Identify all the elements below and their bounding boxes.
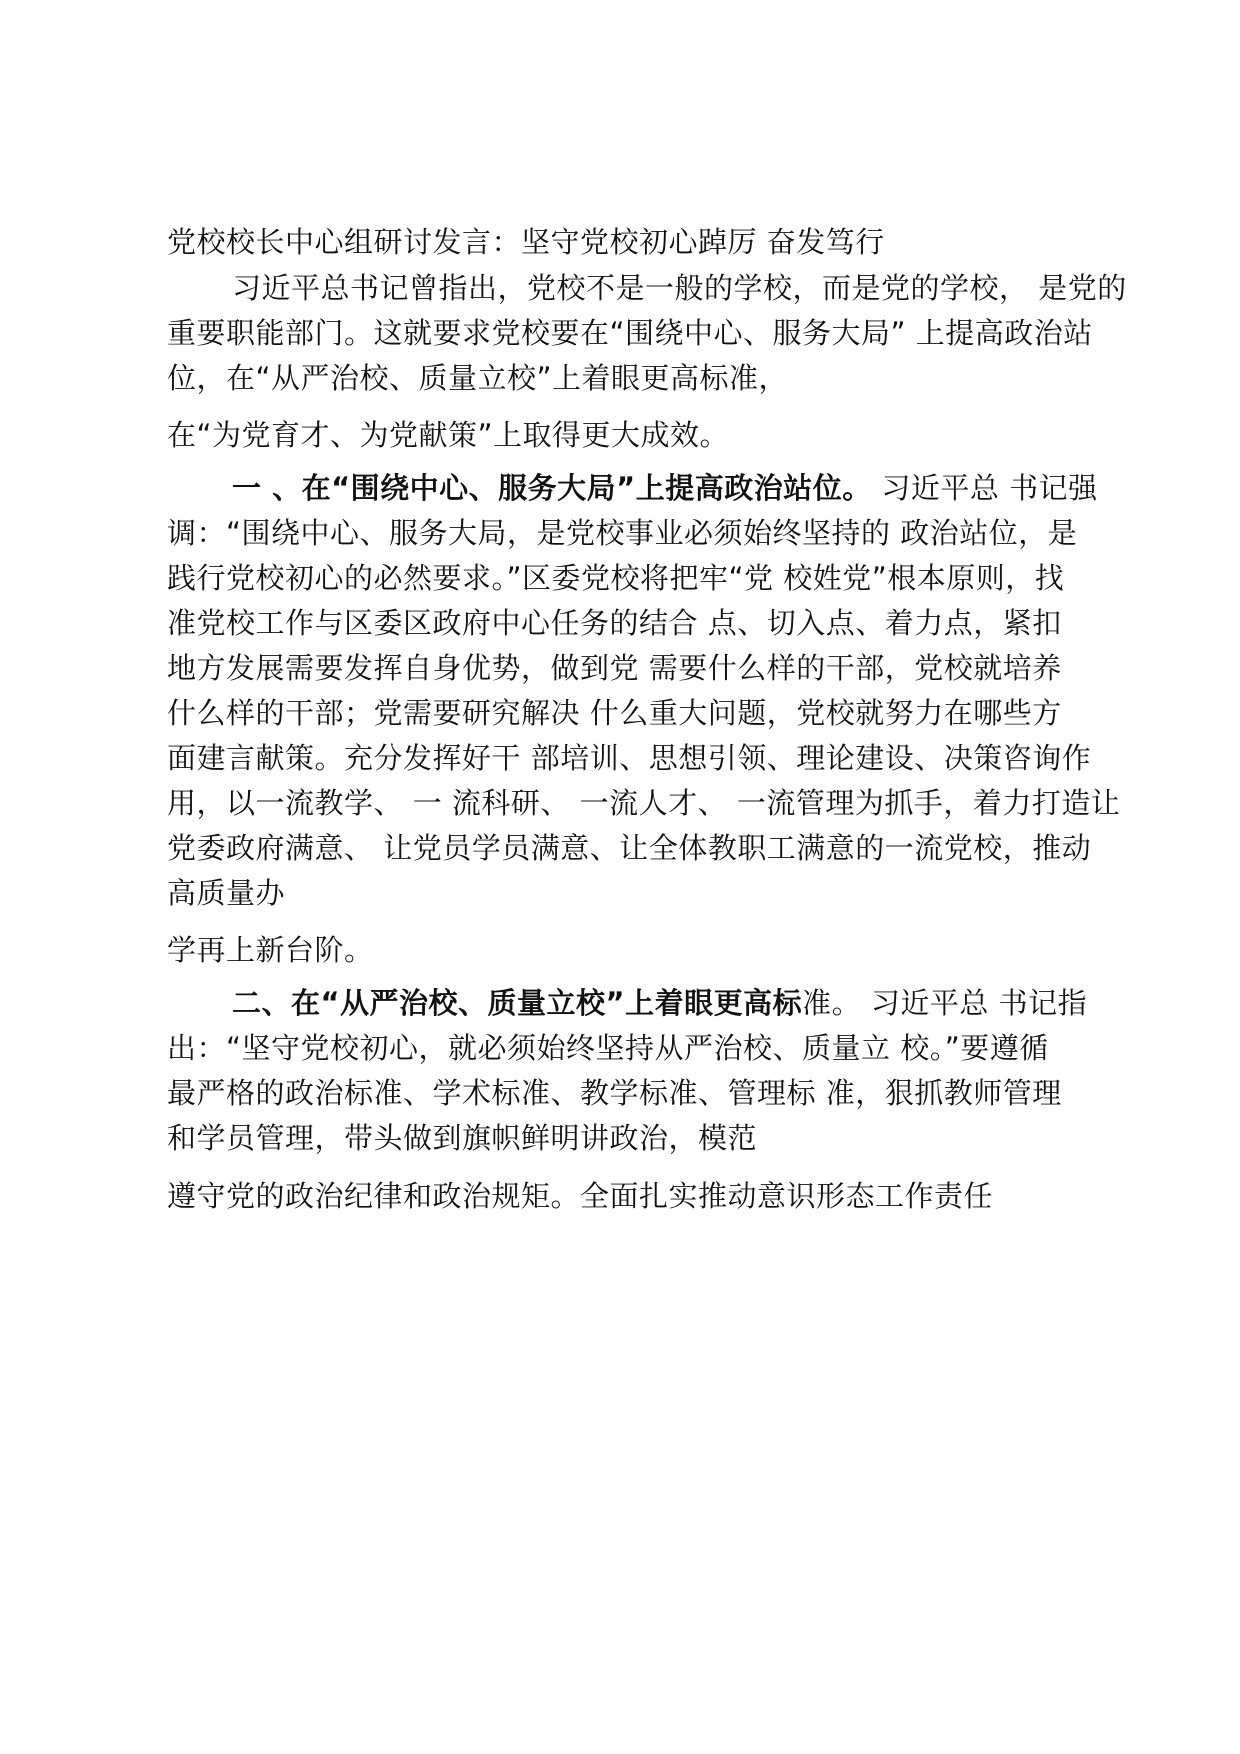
section-2-first-line-rest: 习近平总 书记指 (861, 986, 1088, 1020)
section-1-line: 准党校工作与区委区政府中心任务的结合 点、切入点、着力点，紧扣 (167, 606, 1062, 640)
intro-line-2: 重要职能部门。这就要求党校要在“围绕中心、服务大局” 上提高政治站 (167, 316, 1093, 350)
section-1-line: 践行党校初心的必然要求。”区委党校将把牢“党 校姓党”根本原则，找 (167, 561, 1065, 595)
section-2-line: 和学员管理，带头做到旗帜鲜明讲政治，模范 (167, 1121, 758, 1155)
document-title: 党校校长中心组研讨发言：坚守党校初心踔厉 奋发笃行 (167, 225, 885, 259)
section-1-first-line-rest: 习近平总 书记强 (871, 471, 1098, 505)
section-2-heading-tail: 准。 (802, 986, 862, 1020)
section-1-line: 学再上新台阶。 (167, 933, 374, 967)
section-2-heading: 二、在“从严治校、质量立校”上着眼更高标 (232, 986, 803, 1020)
section-1-line: 面建言献策。充分发挥好干 部培训、思想引领、理论建设、决策咨询作 (167, 741, 1092, 775)
section-1-line: 地方发展需要发挥自身优势，做到党 需要什么样的干部，党校就培养 (167, 651, 1062, 685)
section-1-line: 高质量办 (167, 876, 286, 910)
section-2-first-line (232, 983, 1087, 1023)
intro-line-1: 习近平总书记曾指出，党校不是一般的学校，而是党的学校， 是党的 (232, 271, 1127, 305)
section-1-first-line (232, 468, 1098, 508)
section-1-line: 党委政府满意、 让党员学员满意、让全体教职工满意的一流党校，推动 (167, 831, 1092, 865)
section-1-line: 用，以一流教学、 一 流科研、 一流人才、 一流管理为抓手，着力打造让 (167, 786, 1121, 820)
section-1-heading: 一 、在“围绕中心、服务大局”上提高政治站位。 (232, 471, 872, 505)
section-1-line: 调：“围绕中心、服务大局，是党校事业必须始终坚持的 政治站位，是 (167, 516, 1078, 550)
section-1-line: 什么样的干部；党需要研究解决 什么重大问题，党校就努力在哪些方 (167, 696, 1062, 730)
section-2-line: 出：“坚守党校初心，就必须始终坚持从严治校、质量立 校。”要遵循 (167, 1031, 1049, 1065)
intro-line-4: 在“为党育才、为党献策”上取得更大成效。 (167, 418, 730, 452)
section-2-line: 遵守党的政治纪律和政治规矩。全面扎实推动意识形态工作责任 (167, 1179, 994, 1213)
intro-line-3: 位，在“从严治校、质量立校”上着眼更高标准， (167, 361, 789, 395)
section-2-line: 最严格的政治标准、学术标准、教学标准、管理标 准，狠抓教师管理 (167, 1076, 1062, 1110)
